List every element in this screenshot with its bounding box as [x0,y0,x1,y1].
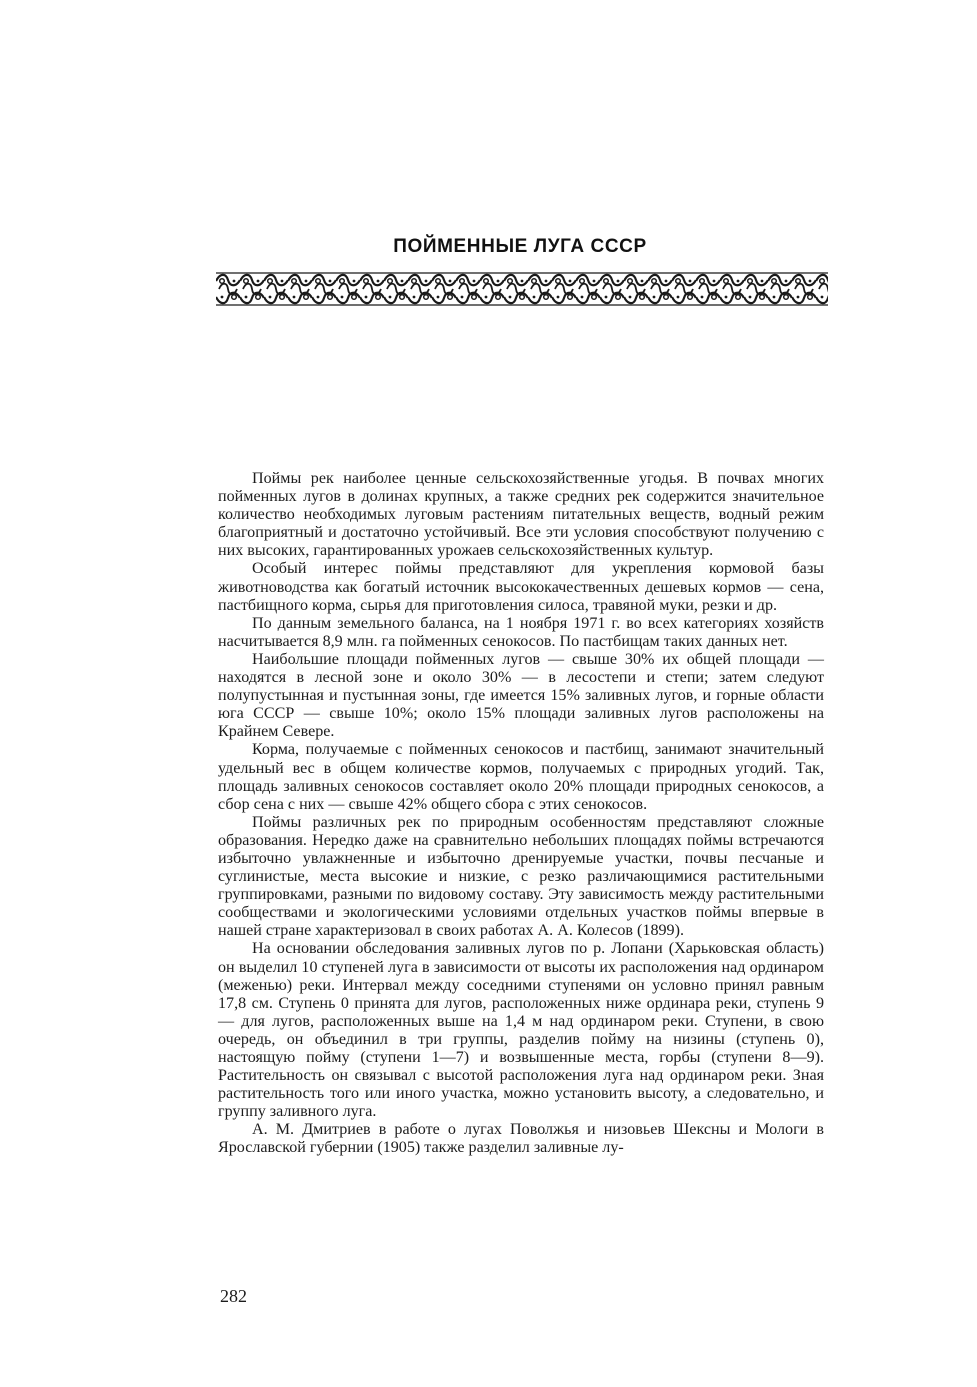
paragraph: А. М. Дмитриев в работе о лугах Поволжья и низовьев Шексны и Мологи в Ярославской губернии (1905) также разделил заливные лу- [218,1121,824,1157]
paragraph: На основании обследования заливных лугов по р. Лопани (Харьковская область) он выделил 10 ступеней луга в зависимости от высоты их расположения над ординаром (меженью) реки. Интервал между соседними ступенями он условно принял равным 17,8 см. Ступень 0 принята для лугов, расположенных ниже ординара реки, ступень 9 — для лугов, расположенных выше на 1,4 м над ординаром реки. Ступени, в свою очередь, он объединил в три группы, разделив пойму на низины (ступень 0), настоящую пойму (ступени 1—7) и возвышенные места, горбы (ступени 8—9). Растительность он связывал с высотой расположения луга над ординаром реки. Зная растительность того или иного участка, можно установить высоту, а следовательно, и группу заливного луга. [218,940,824,1121]
paragraph: По данным земельного баланса, на 1 ноября 1971 г. во всех категориях хозяйств насчитывается 8,9 млн. га пойменных сенокосов. По пастбищам таких данных нет. [218,614,824,650]
paragraph: Наибольшие площади пойменных лугов — свыше 30% их общей площади — находятся в лесной зоне и около 30% — в лесостепи и степи; затем следуют полупустынная и пустынная зоны, где имеется 15% заливных лугов, и горные области юга СССР — свыше 10%; около 15% площади заливных лугов расположены на Крайнем Севере. [218,650,824,741]
paragraph: Поймы рек наиболее ценные сельскохозяйственные угодья. В почвах многих пойменных лугов в долинах крупных, а также средних рек содержится значительное количество необходимых луговым растениям питательных веществ, водный режим благоприятный и достаточно устойчивый. Все эти условия способствуют получению с них высоких, гарантированных урожаев сельскохозяйственных культур. [218,470,824,560]
body-text [218,470,824,1158]
paragraph: Особый интерес поймы представляют для укрепления кормовой базы животноводства как богатый источник высококачественных дешевых кормов — сена, пастбищного корма, сырья для приготовления силоса, травяной муки, резки и др. [218,560,824,614]
paragraph: Поймы различных рек по природным особенностям представляют сложные образования. Нередко даже на сравнительно небольших площадях поймы встречаются избыточно увлажненные и избыточно дренируемые участки, почвы песчаные и суглинистые, места высокие и низкие, с резко различающимися растительными группировками, разными по видовому составу. Эту зависимость между растительными сообществами и экологическими условиями отдельных участков поймы впервые в нашей стране характеризовал в своих работах А. А. Колесов (1899). [218,813,824,940]
paragraph: Корма, получаемые с пойменных сенокосов и пастбищ, занимают значительный удельный вес в общем количестве кормов, получаемых с природных угодий. Так, площадь заливных сенокосов составляет около 20% площади природных сенокосов, а сбор сена с них — свыше 42% общего сбора с этих сенокосов. [218,741,824,813]
page-number: 282 [220,1286,247,1306]
chapter-title: ПОЙМЕННЫЕ ЛУГА СССР [393,236,647,257]
decorative-ornament-band [216,272,828,306]
